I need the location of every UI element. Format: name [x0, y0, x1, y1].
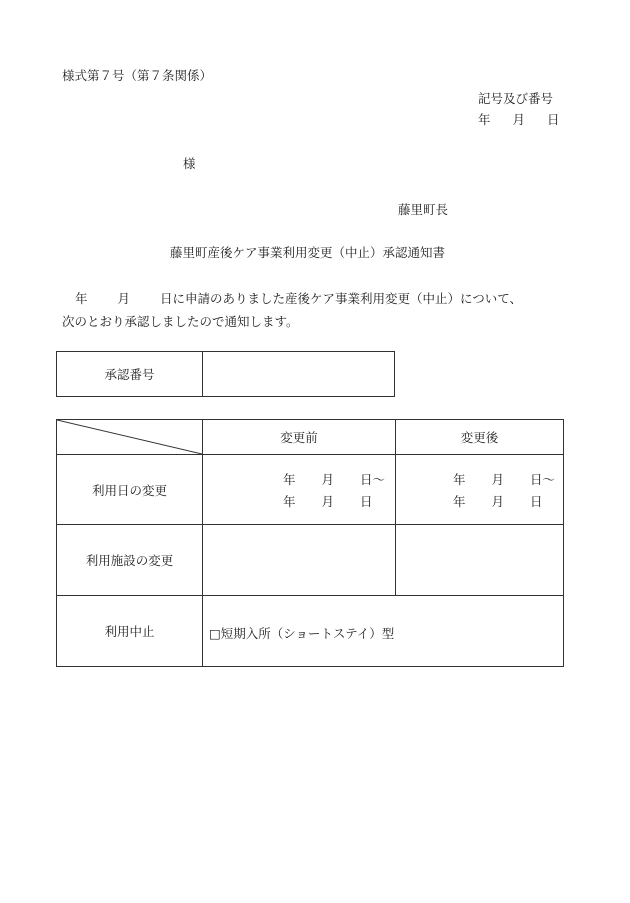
body-month: 月	[117, 291, 131, 306]
after-l1-year: 年	[453, 472, 466, 487]
body-line-1	[75, 289, 522, 307]
after-date-line-1	[453, 470, 555, 488]
before-date-line-2	[283, 492, 373, 510]
before-l1-year: 年	[283, 472, 296, 487]
approval-number-label: 承認番号	[104, 367, 155, 382]
before-l1-day: 日～	[360, 472, 386, 487]
before-l1-month: 月	[321, 472, 335, 487]
issuer-name: 藤里町長	[398, 202, 449, 217]
reference-number-label: 記号及び番号	[478, 91, 554, 106]
row-usage-date-label: 利用日の変更	[91, 482, 167, 498]
after-l2-month: 月	[491, 494, 505, 509]
form-number: 様式第７号（第７条関係）	[62, 68, 213, 83]
short-stay-checkbox-option: □短期入所（ショートステイ）型	[209, 626, 395, 641]
date-month: 月	[512, 112, 526, 127]
before-l2-month: 月	[321, 494, 335, 509]
date-day: 日	[547, 112, 560, 127]
before-date-line-1	[283, 470, 385, 488]
header-after: 変更後	[460, 430, 499, 445]
body-line-2: 次のとおり承認しましたので通知します。	[62, 314, 299, 329]
body-line-1-rest: 日に申請のありました産後ケア事業利用変更（中止）について、	[160, 291, 523, 306]
row-facility-change-label: 利用施設の変更	[85, 553, 174, 568]
addressee-suffix: 様	[183, 156, 196, 171]
header-diagonal-line	[57, 420, 202, 454]
after-l2-day: 日	[530, 494, 543, 509]
after-l1-month: 月	[491, 472, 505, 487]
before-l2-year: 年	[283, 494, 296, 509]
after-l1-day: 日～	[530, 472, 556, 487]
document-title: 藤里町産後ケア事業利用変更（中止）承認通知書	[170, 245, 446, 260]
body-year: 年	[75, 291, 88, 306]
approval-number-table	[56, 351, 395, 397]
issue-date	[478, 110, 560, 128]
approval-number-value	[203, 352, 394, 396]
before-l2-day: 日	[360, 494, 373, 509]
after-l2-year: 年	[453, 494, 466, 509]
header-before: 変更前	[280, 430, 318, 445]
change-table	[56, 419, 564, 667]
row-discontinue-label: 利用中止	[104, 624, 155, 639]
date-year: 年	[478, 112, 491, 127]
after-date-line-2	[453, 492, 543, 510]
